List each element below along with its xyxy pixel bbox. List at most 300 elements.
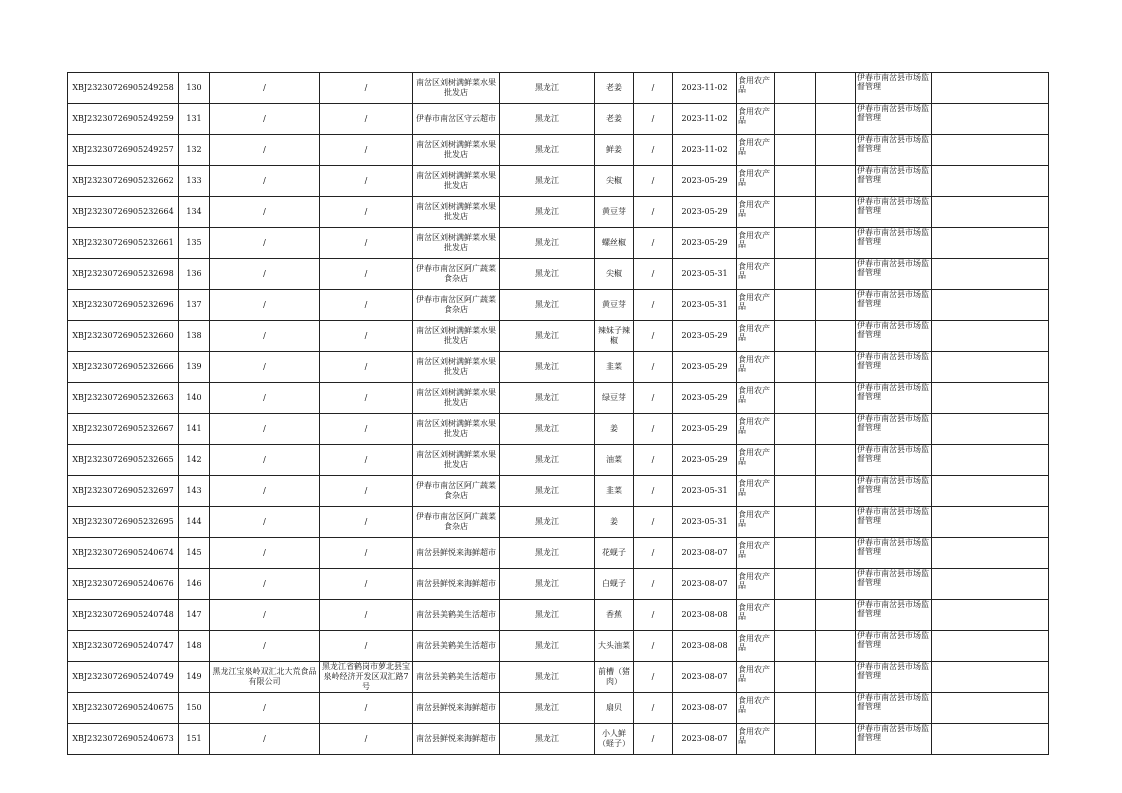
province-cell: 黑龙江 [500, 135, 595, 166]
empty-cell [932, 228, 1049, 259]
agency-cell: 伊春市南岔县市场监督管理 [856, 166, 932, 197]
row-number-cell: 135 [179, 228, 210, 259]
province-cell: 黑龙江 [500, 538, 595, 569]
row-number-cell: 139 [179, 352, 210, 383]
row-number-cell: 149 [179, 662, 210, 693]
inspection-table [67, 72, 1049, 755]
sample-id-cell: XBJ23230726905232697 [68, 476, 179, 507]
empty-cell [932, 569, 1049, 600]
manufacturer-cell: / [210, 507, 320, 538]
specification-cell: / [634, 724, 673, 755]
province-cell: 黑龙江 [500, 662, 595, 693]
manufacturer-cell: / [210, 383, 320, 414]
empty-cell [775, 414, 816, 445]
sample-id-cell: XBJ23230726905240748 [68, 600, 179, 631]
row-number-cell: 138 [179, 321, 210, 352]
row-number-cell: 145 [179, 538, 210, 569]
empty-cell [775, 166, 816, 197]
empty-cell [932, 445, 1049, 476]
store-name-cell: 南岔区刘树满鲜菜水果批发店 [413, 135, 500, 166]
empty-cell [816, 104, 856, 135]
province-cell: 黑龙江 [500, 569, 595, 600]
table-row [68, 724, 1049, 755]
agency-cell: 伊春市南岔县市场监督管理 [856, 352, 932, 383]
table-row [68, 538, 1049, 569]
empty-cell [932, 724, 1049, 755]
sample-id-cell: XBJ23230726905232663 [68, 383, 179, 414]
specification-cell: / [634, 166, 673, 197]
row-number-cell: 147 [179, 600, 210, 631]
table-row [68, 135, 1049, 166]
empty-cell [816, 352, 856, 383]
empty-cell [816, 631, 856, 662]
specification-cell: / [634, 259, 673, 290]
product-name-cell: 尖椒 [595, 259, 634, 290]
manufacturer-cell: / [210, 104, 320, 135]
table-row [68, 73, 1049, 104]
agency-cell: 伊春市南岔县市场监督管理 [856, 259, 932, 290]
product-name-cell: 香蕉 [595, 600, 634, 631]
manufacturer-address-cell: / [320, 197, 413, 228]
date-cell: 2023-05-29 [673, 352, 737, 383]
row-number-cell: 143 [179, 476, 210, 507]
date-cell: 2023-08-07 [673, 538, 737, 569]
empty-cell [775, 228, 816, 259]
sample-id-cell: XBJ23230726905240673 [68, 724, 179, 755]
category-cell: 食用农产品 [737, 135, 775, 166]
store-name-cell: 南岔区刘树满鲜菜水果批发店 [413, 197, 500, 228]
manufacturer-address-cell: / [320, 228, 413, 259]
category-cell: 食用农产品 [737, 166, 775, 197]
date-cell: 2023-08-07 [673, 662, 737, 693]
sample-id-cell: XBJ23230726905232667 [68, 414, 179, 445]
empty-cell [775, 662, 816, 693]
manufacturer-address-cell: / [320, 383, 413, 414]
date-cell: 2023-08-08 [673, 631, 737, 662]
category-cell: 食用农产品 [737, 631, 775, 662]
date-cell: 2023-05-29 [673, 166, 737, 197]
sample-id-cell: XBJ23230726905232696 [68, 290, 179, 321]
category-cell: 食用农产品 [737, 662, 775, 693]
sample-id-cell: XBJ23230726905249257 [68, 135, 179, 166]
province-cell: 黑龙江 [500, 73, 595, 104]
sample-id-cell: XBJ23230726905232664 [68, 197, 179, 228]
category-cell: 食用农产品 [737, 197, 775, 228]
province-cell: 黑龙江 [500, 631, 595, 662]
empty-cell [775, 290, 816, 321]
agency-cell: 伊春市南岔县市场监督管理 [856, 228, 932, 259]
store-name-cell: 南岔区刘树满鲜菜水果批发店 [413, 445, 500, 476]
empty-cell [775, 383, 816, 414]
manufacturer-cell: / [210, 166, 320, 197]
agency-cell: 伊春市南岔县市场监督管理 [856, 724, 932, 755]
empty-cell [816, 383, 856, 414]
sample-id-cell: XBJ23230726905232660 [68, 321, 179, 352]
empty-cell [816, 290, 856, 321]
manufacturer-address-cell: 黑龙江省鹤岗市萝北县宝泉岭经济开发区双汇路7号 [320, 662, 413, 693]
manufacturer-cell: / [210, 197, 320, 228]
date-cell: 2023-05-29 [673, 321, 737, 352]
date-cell: 2023-11-02 [673, 104, 737, 135]
store-name-cell: 南岔县美鹤美生活超市 [413, 631, 500, 662]
table-row [68, 228, 1049, 259]
store-name-cell: 伊春市南岔区阿广蔬菜食杂店 [413, 507, 500, 538]
category-cell: 食用农产品 [737, 383, 775, 414]
specification-cell: / [634, 569, 673, 600]
empty-cell [932, 476, 1049, 507]
manufacturer-address-cell: / [320, 414, 413, 445]
empty-cell [932, 383, 1049, 414]
manufacturer-cell: / [210, 538, 320, 569]
date-cell: 2023-08-07 [673, 693, 737, 724]
date-cell: 2023-05-31 [673, 259, 737, 290]
agency-cell: 伊春市南岔县市场监督管理 [856, 507, 932, 538]
agency-cell: 伊春市南岔县市场监督管理 [856, 662, 932, 693]
specification-cell: / [634, 104, 673, 135]
agency-cell: 伊春市南岔县市场监督管理 [856, 414, 932, 445]
product-name-cell: 韭菜 [595, 352, 634, 383]
row-number-cell: 134 [179, 197, 210, 228]
row-number-cell: 151 [179, 724, 210, 755]
manufacturer-address-cell: / [320, 538, 413, 569]
row-number-cell: 150 [179, 693, 210, 724]
empty-cell [932, 135, 1049, 166]
agency-cell: 伊春市南岔县市场监督管理 [856, 104, 932, 135]
specification-cell: / [634, 321, 673, 352]
empty-cell [775, 507, 816, 538]
product-name-cell: 黄豆芽 [595, 290, 634, 321]
empty-cell [816, 73, 856, 104]
sample-id-cell: XBJ23230726905240674 [68, 538, 179, 569]
product-name-cell: 姜 [595, 507, 634, 538]
table-row [68, 290, 1049, 321]
empty-cell [816, 600, 856, 631]
product-name-cell: 鲜姜 [595, 135, 634, 166]
table-row [68, 693, 1049, 724]
product-name-cell: 花蚬子 [595, 538, 634, 569]
manufacturer-address-cell: / [320, 693, 413, 724]
province-cell: 黑龙江 [500, 166, 595, 197]
specification-cell: / [634, 445, 673, 476]
agency-cell: 伊春市南岔县市场监督管理 [856, 197, 932, 228]
manufacturer-address-cell: / [320, 569, 413, 600]
manufacturer-cell: / [210, 693, 320, 724]
manufacturer-cell: / [210, 73, 320, 104]
sample-id-cell: XBJ23230726905240749 [68, 662, 179, 693]
province-cell: 黑龙江 [500, 414, 595, 445]
manufacturer-address-cell: / [320, 600, 413, 631]
row-number-cell: 146 [179, 569, 210, 600]
row-number-cell: 137 [179, 290, 210, 321]
store-name-cell: 南岔区刘树满鲜菜水果批发店 [413, 414, 500, 445]
date-cell: 2023-05-29 [673, 414, 737, 445]
sample-id-cell: XBJ23230726905240675 [68, 693, 179, 724]
empty-cell [816, 166, 856, 197]
product-name-cell: 白蚬子 [595, 569, 634, 600]
store-name-cell: 南岔区刘树满鲜菜水果批发店 [413, 166, 500, 197]
manufacturer-address-cell: / [320, 104, 413, 135]
empty-cell [816, 569, 856, 600]
date-cell: 2023-05-31 [673, 290, 737, 321]
specification-cell: / [634, 662, 673, 693]
empty-cell [775, 445, 816, 476]
sample-id-cell: XBJ23230726905232661 [68, 228, 179, 259]
category-cell: 食用农产品 [737, 724, 775, 755]
agency-cell: 伊春市南岔县市场监督管理 [856, 383, 932, 414]
empty-cell [816, 135, 856, 166]
agency-cell: 伊春市南岔县市场监督管理 [856, 693, 932, 724]
province-cell: 黑龙江 [500, 507, 595, 538]
province-cell: 黑龙江 [500, 259, 595, 290]
product-name-cell: 绿豆芽 [595, 383, 634, 414]
province-cell: 黑龙江 [500, 476, 595, 507]
sample-id-cell: XBJ23230726905232698 [68, 259, 179, 290]
row-number-cell: 131 [179, 104, 210, 135]
date-cell: 2023-05-29 [673, 445, 737, 476]
province-cell: 黑龙江 [500, 352, 595, 383]
store-name-cell: 南岔县鲜悦来海鲜超市 [413, 693, 500, 724]
manufacturer-cell: / [210, 321, 320, 352]
table-row [68, 259, 1049, 290]
province-cell: 黑龙江 [500, 600, 595, 631]
manufacturer-cell: / [210, 228, 320, 259]
sample-id-cell: XBJ23230726905232695 [68, 507, 179, 538]
store-name-cell: 南岔县美鹤美生活超市 [413, 662, 500, 693]
empty-cell [932, 259, 1049, 290]
table-row [68, 476, 1049, 507]
manufacturer-address-cell: / [320, 352, 413, 383]
category-cell: 食用农产品 [737, 693, 775, 724]
empty-cell [932, 507, 1049, 538]
sample-id-cell: XBJ23230726905232665 [68, 445, 179, 476]
specification-cell: / [634, 228, 673, 259]
store-name-cell: 南岔区刘树满鲜菜水果批发店 [413, 73, 500, 104]
category-cell: 食用农产品 [737, 321, 775, 352]
empty-cell [816, 321, 856, 352]
empty-cell [816, 445, 856, 476]
empty-cell [775, 724, 816, 755]
manufacturer-address-cell: / [320, 321, 413, 352]
manufacturer-cell: / [210, 631, 320, 662]
store-name-cell: 南岔县鲜悦来海鲜超市 [413, 538, 500, 569]
empty-cell [816, 507, 856, 538]
empty-cell [932, 414, 1049, 445]
empty-cell [775, 104, 816, 135]
date-cell: 2023-08-08 [673, 600, 737, 631]
empty-cell [775, 693, 816, 724]
row-number-cell: 141 [179, 414, 210, 445]
table-row [68, 414, 1049, 445]
table-body [68, 73, 1049, 755]
table-row [68, 569, 1049, 600]
manufacturer-address-cell: / [320, 135, 413, 166]
province-cell: 黑龙江 [500, 724, 595, 755]
province-cell: 黑龙江 [500, 228, 595, 259]
row-number-cell: 136 [179, 259, 210, 290]
table-row [68, 507, 1049, 538]
empty-cell [816, 414, 856, 445]
store-name-cell: 南岔区刘树满鲜菜水果批发店 [413, 383, 500, 414]
category-cell: 食用农产品 [737, 569, 775, 600]
empty-cell [932, 321, 1049, 352]
category-cell: 食用农产品 [737, 73, 775, 104]
product-name-cell: 老姜 [595, 73, 634, 104]
category-cell: 食用农产品 [737, 259, 775, 290]
empty-cell [932, 104, 1049, 135]
specification-cell: / [634, 414, 673, 445]
empty-cell [816, 662, 856, 693]
empty-cell [932, 166, 1049, 197]
empty-cell [932, 600, 1049, 631]
category-cell: 食用农产品 [737, 352, 775, 383]
specification-cell: / [634, 693, 673, 724]
empty-cell [932, 631, 1049, 662]
province-cell: 黑龙江 [500, 321, 595, 352]
store-name-cell: 伊春市南岔区守云超市 [413, 104, 500, 135]
province-cell: 黑龙江 [500, 383, 595, 414]
specification-cell: / [634, 135, 673, 166]
empty-cell [932, 662, 1049, 693]
sample-id-cell: XBJ23230726905240747 [68, 631, 179, 662]
manufacturer-cell: / [210, 600, 320, 631]
product-name-cell: 辣妹子辣椒 [595, 321, 634, 352]
agency-cell: 伊春市南岔县市场监督管理 [856, 631, 932, 662]
agency-cell: 伊春市南岔县市场监督管理 [856, 290, 932, 321]
store-name-cell: 南岔县鲜悦来海鲜超市 [413, 724, 500, 755]
empty-cell [775, 259, 816, 290]
specification-cell: / [634, 538, 673, 569]
manufacturer-address-cell: / [320, 445, 413, 476]
store-name-cell: 南岔区刘树满鲜菜水果批发店 [413, 228, 500, 259]
date-cell: 2023-08-07 [673, 724, 737, 755]
product-name-cell: 螺丝椒 [595, 228, 634, 259]
sample-id-cell: XBJ23230726905240676 [68, 569, 179, 600]
product-name-cell: 尖椒 [595, 166, 634, 197]
empty-cell [932, 693, 1049, 724]
specification-cell: / [634, 197, 673, 228]
empty-cell [816, 476, 856, 507]
empty-cell [775, 321, 816, 352]
empty-cell [775, 538, 816, 569]
product-name-cell: 黄豆芽 [595, 197, 634, 228]
sample-id-cell: XBJ23230726905232666 [68, 352, 179, 383]
manufacturer-cell: / [210, 414, 320, 445]
empty-cell [775, 476, 816, 507]
row-number-cell: 144 [179, 507, 210, 538]
row-number-cell: 133 [179, 166, 210, 197]
empty-cell [775, 135, 816, 166]
province-cell: 黑龙江 [500, 197, 595, 228]
specification-cell: / [634, 352, 673, 383]
agency-cell: 伊春市南岔县市场监督管理 [856, 538, 932, 569]
manufacturer-address-cell: / [320, 476, 413, 507]
table-row [68, 166, 1049, 197]
empty-cell [932, 290, 1049, 321]
specification-cell: / [634, 73, 673, 104]
table-row [68, 600, 1049, 631]
empty-cell [775, 569, 816, 600]
manufacturer-address-cell: / [320, 507, 413, 538]
specification-cell: / [634, 507, 673, 538]
specification-cell: / [634, 290, 673, 321]
table-row [68, 197, 1049, 228]
empty-cell [932, 538, 1049, 569]
date-cell: 2023-11-02 [673, 73, 737, 104]
agency-cell: 伊春市南岔县市场监督管理 [856, 321, 932, 352]
manufacturer-cell: / [210, 290, 320, 321]
manufacturer-cell: / [210, 569, 320, 600]
manufacturer-cell: 黑龙江宝泉岭双汇北大荒食品有限公司 [210, 662, 320, 693]
sample-id-cell: XBJ23230726905249259 [68, 104, 179, 135]
agency-cell: 伊春市南岔县市场监督管理 [856, 600, 932, 631]
province-cell: 黑龙江 [500, 693, 595, 724]
empty-cell [932, 352, 1049, 383]
date-cell: 2023-05-31 [673, 476, 737, 507]
empty-cell [775, 73, 816, 104]
province-cell: 黑龙江 [500, 445, 595, 476]
store-name-cell: 南岔区刘树满鲜菜水果批发店 [413, 321, 500, 352]
row-number-cell: 132 [179, 135, 210, 166]
empty-cell [816, 228, 856, 259]
product-name-cell: 大头油菜 [595, 631, 634, 662]
province-cell: 黑龙江 [500, 290, 595, 321]
specification-cell: / [634, 476, 673, 507]
product-name-cell: 韭菜 [595, 476, 634, 507]
category-cell: 食用农产品 [737, 228, 775, 259]
table-row [68, 662, 1049, 693]
empty-cell [775, 631, 816, 662]
empty-cell [775, 352, 816, 383]
row-number-cell: 148 [179, 631, 210, 662]
specification-cell: / [634, 631, 673, 662]
specification-cell: / [634, 600, 673, 631]
empty-cell [932, 197, 1049, 228]
manufacturer-cell: / [210, 476, 320, 507]
specification-cell: / [634, 383, 673, 414]
store-name-cell: 南岔县鲜悦来海鲜超市 [413, 569, 500, 600]
empty-cell [816, 259, 856, 290]
empty-cell [775, 197, 816, 228]
product-name-cell: 扇贝 [595, 693, 634, 724]
store-name-cell: 南岔县美鹤美生活超市 [413, 600, 500, 631]
row-number-cell: 130 [179, 73, 210, 104]
empty-cell [816, 538, 856, 569]
product-name-cell: 前槽（猪肉） [595, 662, 634, 693]
agency-cell: 伊春市南岔县市场监督管理 [856, 569, 932, 600]
empty-cell [816, 693, 856, 724]
sample-id-cell: XBJ23230726905249258 [68, 73, 179, 104]
product-name-cell: 小人鲜（蛏子） [595, 724, 634, 755]
empty-cell [816, 724, 856, 755]
category-cell: 食用农产品 [737, 476, 775, 507]
sample-id-cell: XBJ23230726905232662 [68, 166, 179, 197]
store-name-cell: 伊春市南岔区阿广蔬菜食杂店 [413, 259, 500, 290]
manufacturer-cell: / [210, 724, 320, 755]
product-name-cell: 姜 [595, 414, 634, 445]
category-cell: 食用农产品 [737, 104, 775, 135]
date-cell: 2023-05-29 [673, 383, 737, 414]
table-row [68, 631, 1049, 662]
manufacturer-cell: / [210, 445, 320, 476]
store-name-cell: 南岔区刘树满鲜菜水果批发店 [413, 352, 500, 383]
table-row [68, 321, 1049, 352]
manufacturer-address-cell: / [320, 724, 413, 755]
category-cell: 食用农产品 [737, 507, 775, 538]
table-row [68, 104, 1049, 135]
manufacturer-address-cell: / [320, 166, 413, 197]
product-name-cell: 老姜 [595, 104, 634, 135]
store-name-cell: 伊春市南岔区阿广蔬菜食杂店 [413, 476, 500, 507]
